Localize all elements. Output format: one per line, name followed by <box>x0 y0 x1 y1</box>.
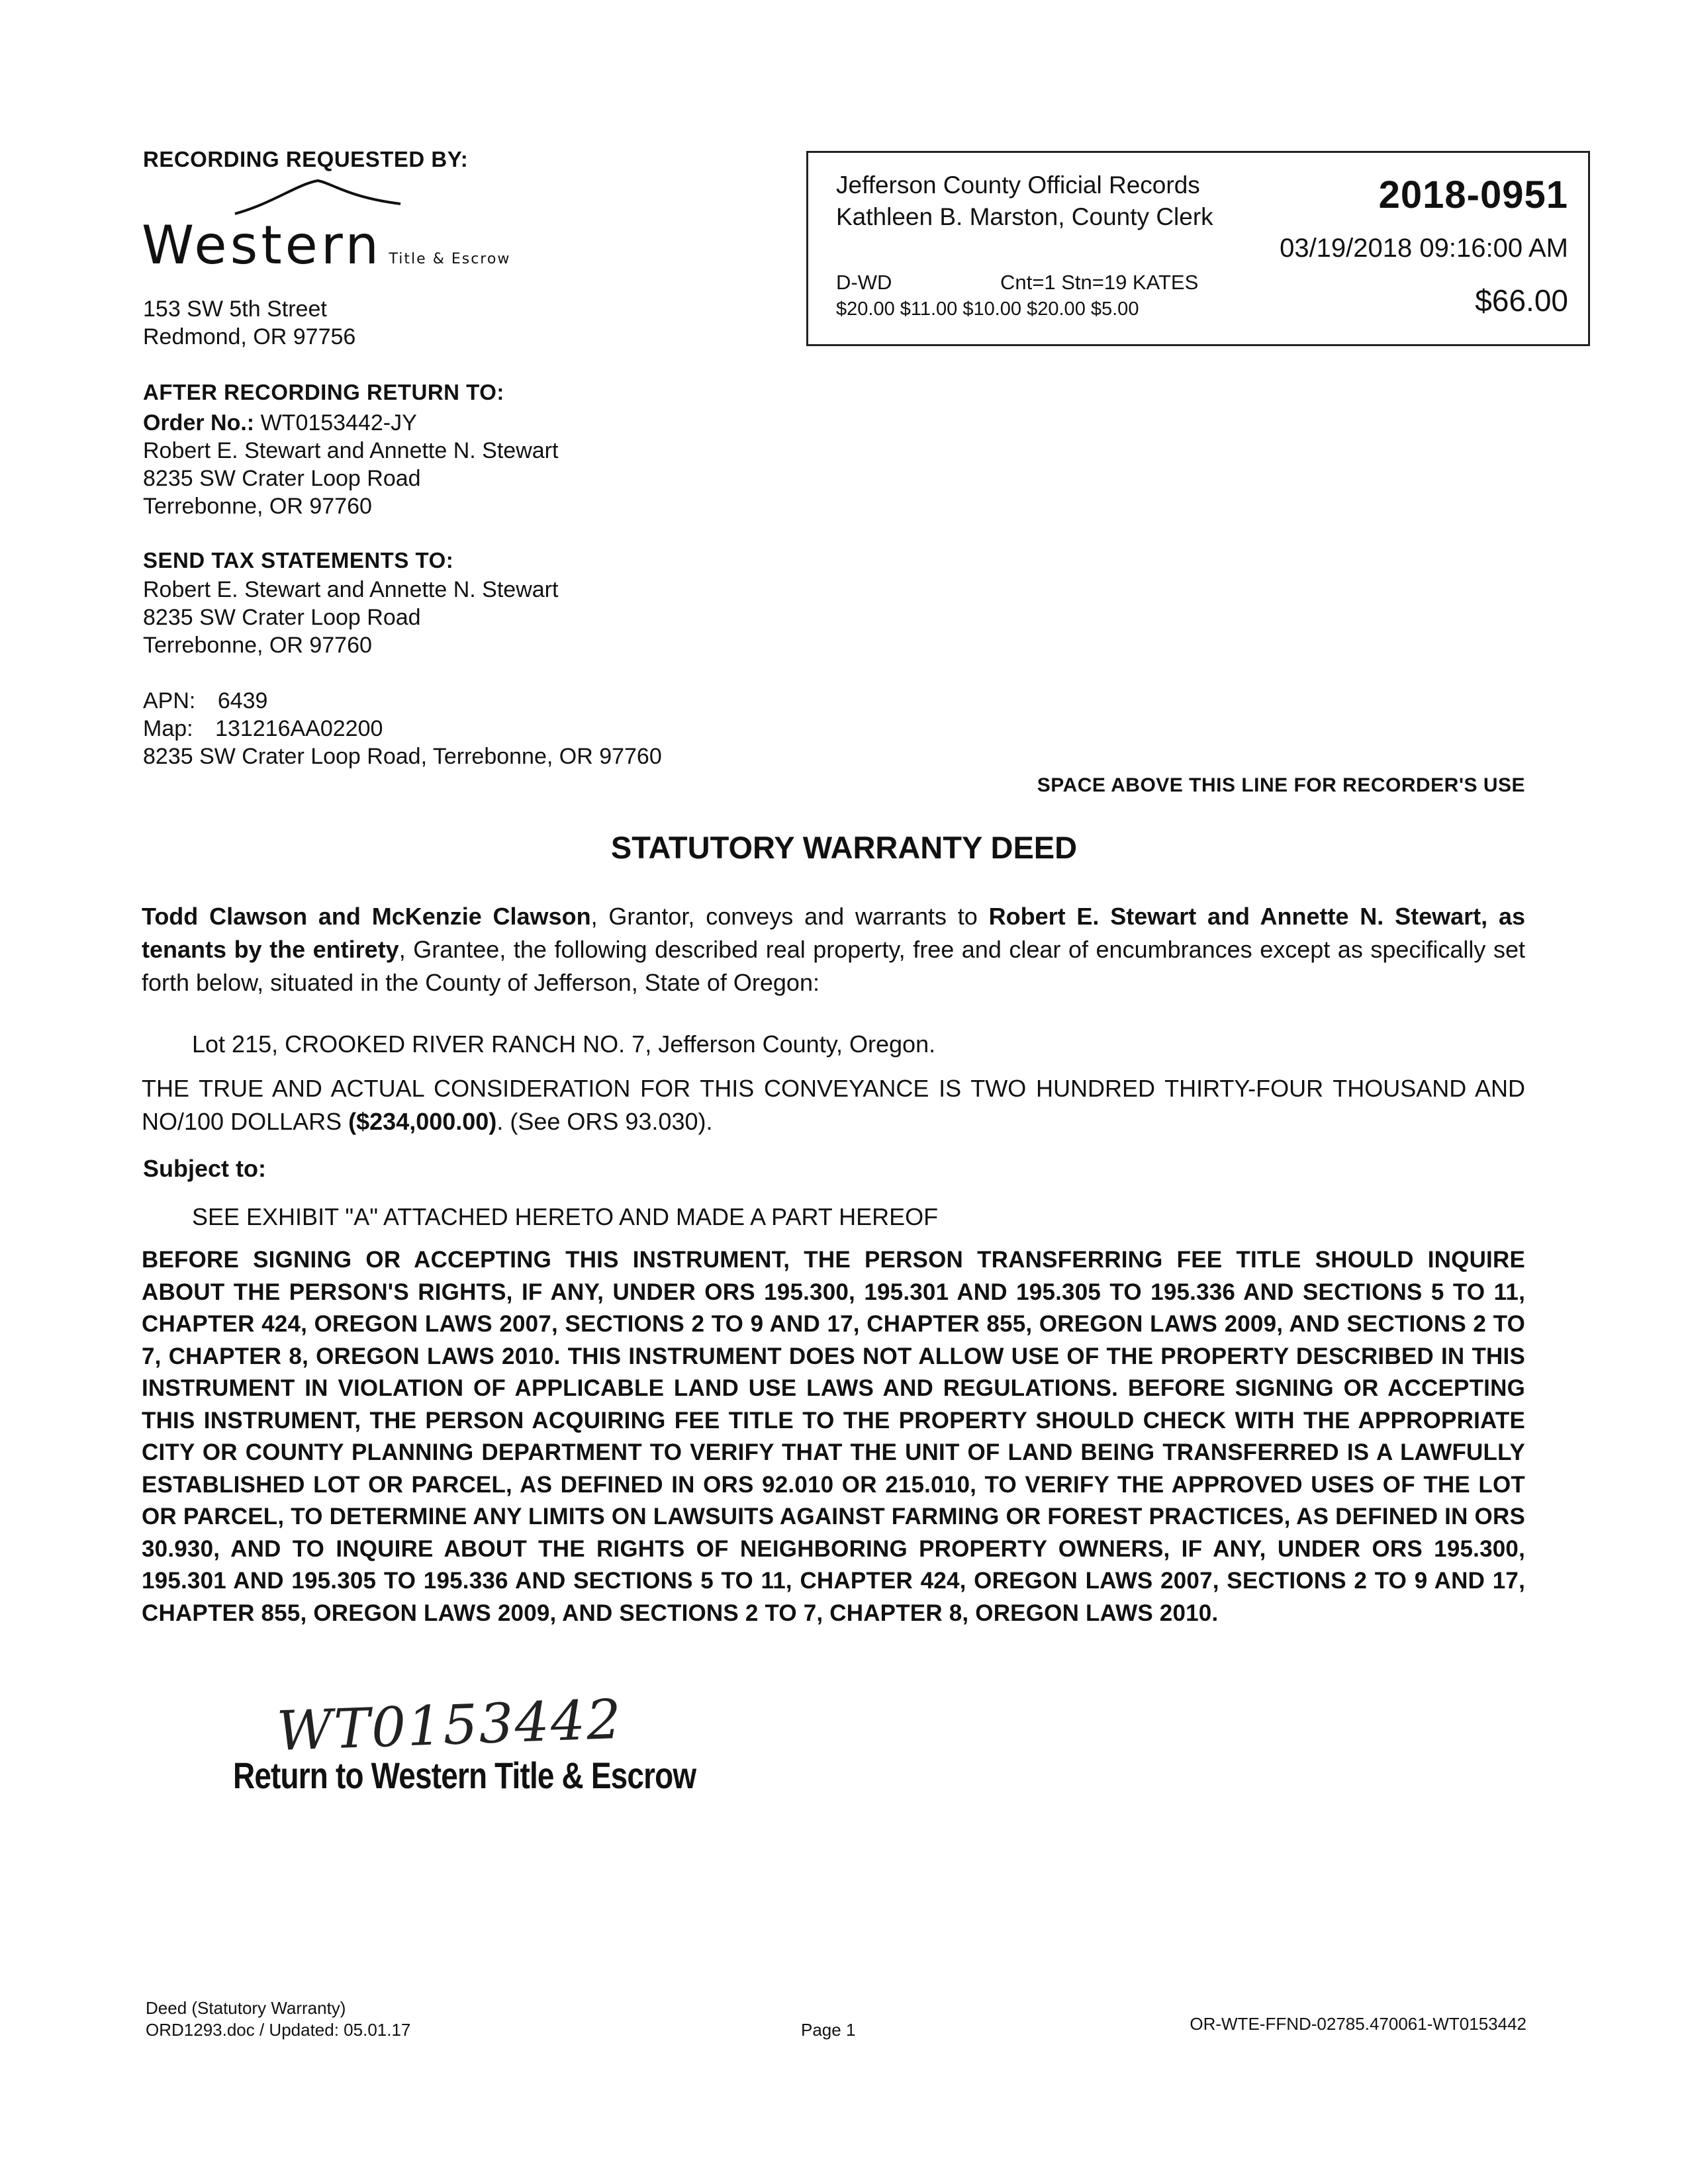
return-to-heading: AFTER RECORDING RETURN TO: <box>143 380 504 404</box>
apn-line <box>143 687 267 715</box>
consideration-amount: ($234,000.00) <box>348 1108 497 1135</box>
recording-fees: $20.00 $11.00 $10.00 $20.00 $5.00 <box>836 298 1139 320</box>
tax-statements-address-1: 8235 SW Crater Loop Road <box>143 605 421 630</box>
consideration-text-1: THE TRUE AND ACTUAL CONSIDERATION FOR THIS CONVEYANCE IS TWO HUNDRED THIRTY-FOUR THOUSAND AND NO/100 DOLLARS <box>142 1075 1525 1135</box>
western-logo-swoosh-icon <box>232 177 404 217</box>
map-line <box>143 715 383 743</box>
apn-value: 6439 <box>217 688 268 713</box>
conveyance-paragraph <box>142 900 1525 999</box>
subject-to-heading: Subject to: <box>143 1155 266 1182</box>
consideration-text-2: . (See ORS 93.030). <box>496 1108 713 1135</box>
legal-description: Lot 215, CROOKED RIVER RANCH NO. 7, Jefferson County, Oregon. <box>192 1030 936 1058</box>
order-number-line <box>143 409 417 437</box>
footer-form-name: Deed (Statutory Warranty) <box>146 1998 346 2018</box>
company-name: Western <box>142 214 383 276</box>
recording-datetime: 03/19/2018 09:16:00 AM <box>1280 234 1568 263</box>
map-value: 131216AA02200 <box>215 716 383 741</box>
deed-title: STATUTORY WARRANTY DEED <box>610 830 1078 865</box>
return-to-address-1: 8235 SW Crater Loop Road <box>143 466 421 491</box>
tax-statements-name: Robert E. Stewart and Annette N. Stewart <box>143 577 559 602</box>
order-number-label: Order No.: <box>143 410 255 435</box>
subject-to-text: SEE EXHIBIT "A" ATTACHED HERETO AND MADE A PART HEREOF <box>192 1203 939 1230</box>
map-label: Map: <box>143 716 193 741</box>
recorder-box <box>806 151 1590 346</box>
footer-reference: OR-WTE-FFND-02785.470061-WT0153442 <box>1190 2014 1526 2034</box>
tax-statements-address-2: Terrebonne, OR 97760 <box>143 633 372 658</box>
recorder-use-note: SPACE ABOVE THIS LINE FOR RECORDER'S USE <box>1037 774 1525 796</box>
western-logo <box>142 214 510 276</box>
recording-counts: Cnt=1 Stn=19 KATES <box>1000 271 1199 294</box>
recording-requested-heading: RECORDING REQUESTED BY: <box>143 147 469 171</box>
conveyance-text-1: , Grantor, conveys and warrants to <box>590 903 989 930</box>
company-suffix: Title & Escrow <box>389 251 511 267</box>
footer-form-version: ORD1293.doc / Updated: 05.01.17 <box>146 2020 411 2040</box>
land-use-disclaimer: BEFORE SIGNING OR ACCEPTING THIS INSTRUMENT, THE PERSON TRANSFERRING FEE TITLE SHOULD INQUIRE ABOUT THE PERSON'S RIGHTS, IF ANY, UNDER ORS 195.300, 195.301 AND 195.305 TO 195.336 AND SECTIONS 5 TO 11, CHAPTER 424, OREGON LAWS 2007, SECTIONS 2 TO 9 AND 17, CHAPTER 855, OREGON LAWS 2009, AND SECTIONS 2 TO 7, CHAPTER 8, OREGON LAWS 2010. THIS INSTRUMENT DOES NOT ALLOW USE OF THE PROPERTY DESCRIBED IN THIS INSTRUMENT IN VIOLATION OF APPLICABLE LAND USE LAWS AND REGULATIONS. BEFORE SIGNING OR ACCEPTING THIS INSTRUMENT, THE PERSON ACQUIRING FEE TITLE TO THE PROPERTY SHOULD CHECK WITH THE APPROPRIATE CITY OR COUNTY PLANNING DEPARTMENT TO VERIFY THAT THE UNIT OF LAND BEING TRANSFERRED IS A LAWFULLY ESTABLISHED LOT OR PARCEL, AS DEFINED IN ORS 92.010 OR 215.010, TO VERIFY THE APPROVED USES OF THE LOT OR PARCEL, TO DETERMINE ANY LIMITS ON LAWSUITS AGAINST FARMING OR FOREST PRACTICES, AS DEFINED IN ORS 30.930, AND TO INQUIRE ABOUT THE RIGHTS OF NEIGHBORING PROPERTY OWNERS, IF ANY, UNDER ORS 195.300, 195.301 AND 195.305 TO 195.336 AND SECTIONS 5 TO 11, CHAPTER 424, OREGON LAWS 2007, SECTIONS 2 TO 9 AND 17, CHAPTER 855, OREGON LAWS 2009, AND SECTIONS 2 TO 7, CHAPTER 8, OREGON LAWS 2010. <box>142 1247 1525 1626</box>
requester-address-2: Redmond, OR 97756 <box>143 324 356 349</box>
grantor-names: Todd Clawson and McKenzie Clawson <box>142 903 591 930</box>
grantee-names: Robert E. Stewart and Annette N. Stewart, as tenants by the entirety <box>142 903 1525 963</box>
return-to-address-2: Terrebonne, OR 97760 <box>143 494 372 519</box>
recorder-line-1: Jefferson County Official Records <box>836 171 1200 199</box>
recorder-line-2: Kathleen B. Marston, County Clerk <box>836 203 1213 230</box>
tax-statements-heading: SEND TAX STATEMENTS TO: <box>143 548 454 572</box>
return-to-name: Robert E. Stewart and Annette N. Stewart <box>143 438 559 463</box>
doc-type: D-WD <box>836 271 892 294</box>
handwritten-order-number: WT0153442 <box>275 1688 624 1764</box>
return-stamp: Return to Western Title & Escrow <box>233 1754 696 1796</box>
property-address: 8235 SW Crater Loop Road, Terrebonne, OR 97760 <box>143 744 662 769</box>
conveyance-text-2: , Grantee, the following described real property, free and clear of encumbrances except as specifically set forth below, situated in the County of Jefferson, State of Oregon: <box>142 936 1525 996</box>
requester-address-1: 153 SW 5th Street <box>143 296 327 322</box>
order-number: WT0153442-JY <box>260 410 417 435</box>
document-number: 2018-0951 <box>1378 173 1568 216</box>
recording-total: $66.00 <box>1475 283 1568 318</box>
apn-label: APN: <box>143 688 196 713</box>
footer-page-number: Page 1 <box>801 2020 856 2040</box>
consideration-paragraph <box>142 1072 1525 1138</box>
